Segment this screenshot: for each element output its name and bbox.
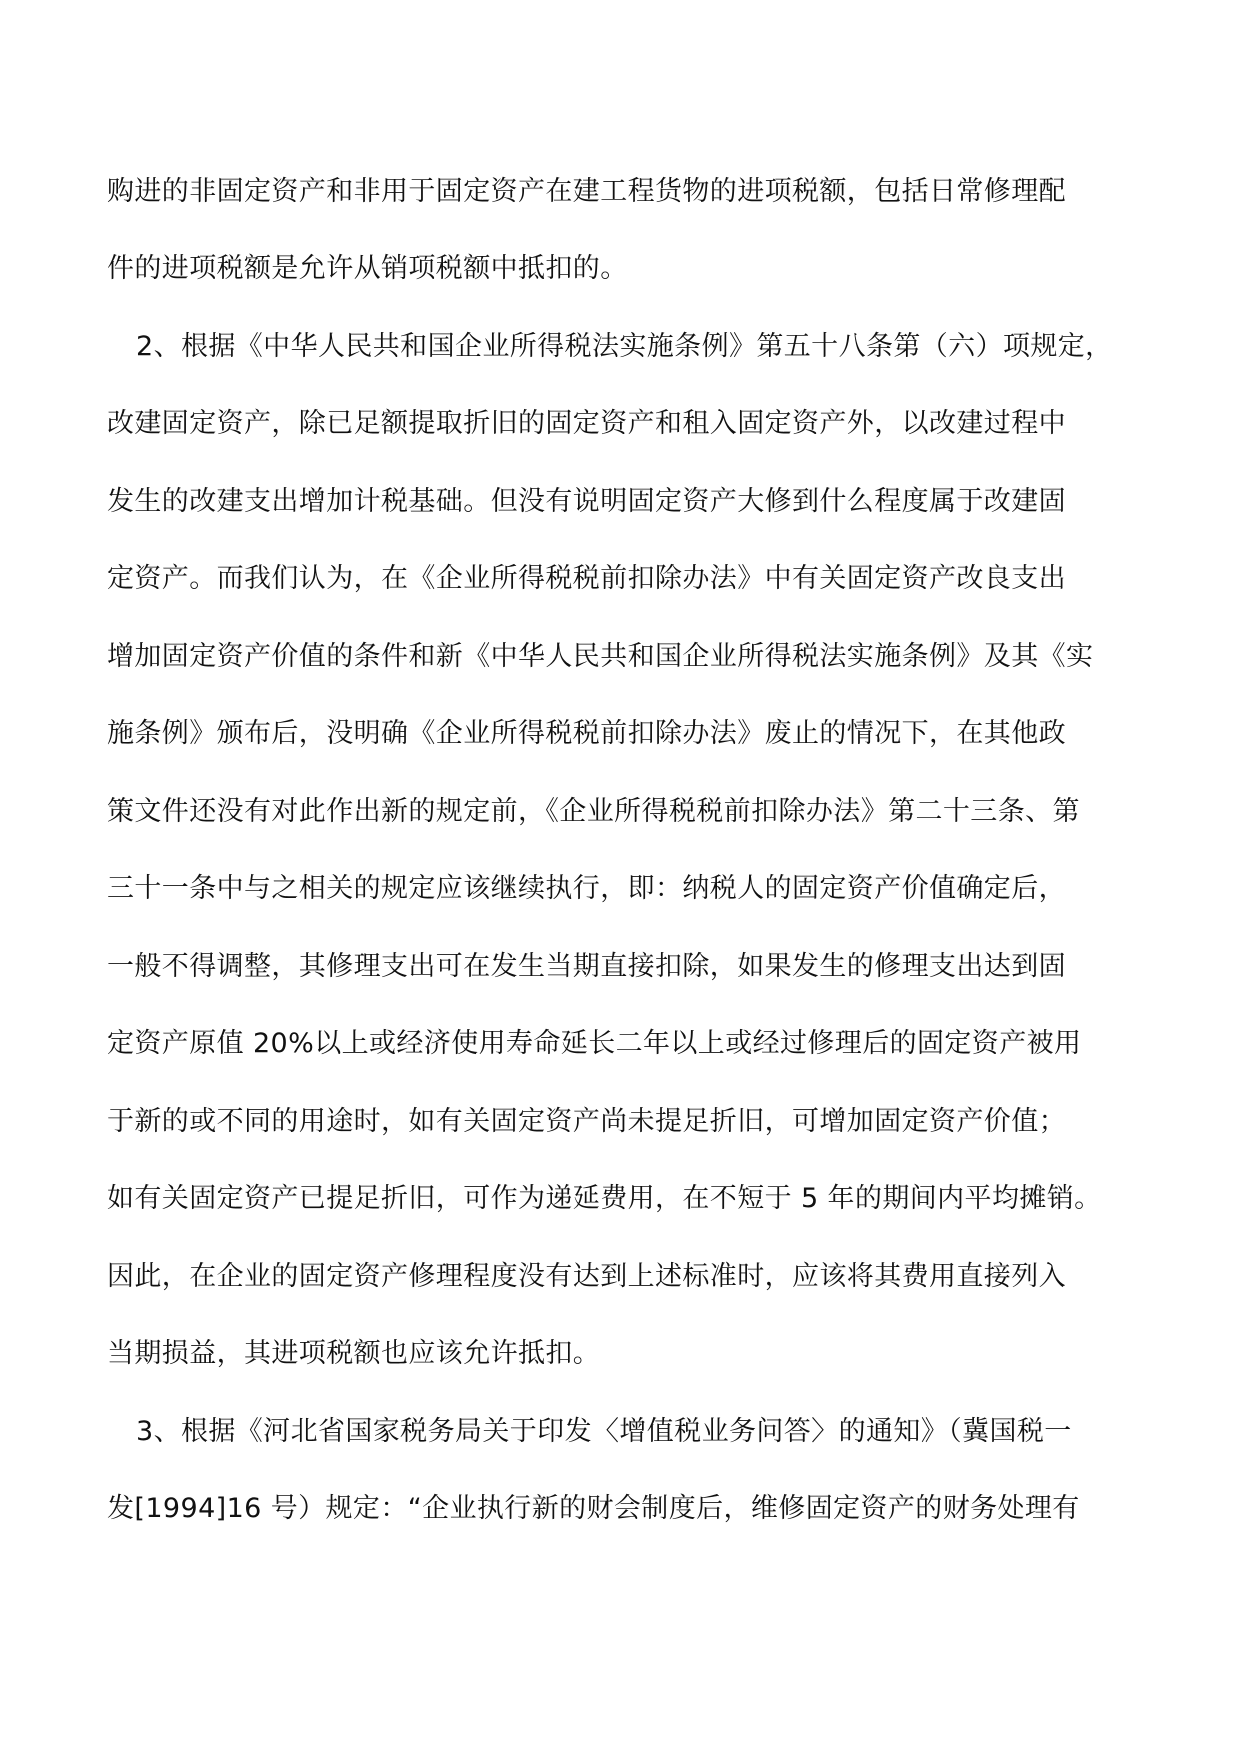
text-line-10: 三十一条中与之相关的规定应该继续执行，即：纳税人的固定资产价值确定后， (107, 873, 1066, 904)
text-line-15: 因此，在企业的固定资产修理程度没有达到上述标准时，应该将其费用直接列入 (107, 1261, 1066, 1292)
text-line-6: 定资产。而我们认为，在《企业所得税税前扣除办法》中有关固定资产改良支出 (107, 563, 1066, 594)
text-line-9: 策文件还没有对此作出新的规定前，《企业所得税税前扣除办法》第二十三条、第 (107, 796, 1080, 827)
text-line-14: 如有关固定资产已提足折旧，可作为递延费用，在不短于 5 年的期间内平均摊销。 (107, 1183, 1102, 1214)
text-line-2: 件的进项税额是允许从销项税额中抵扣的。 (107, 253, 628, 284)
text-line-7: 增加固定资产价值的条件和新《中华人民共和国企业所得税法实施条例》及其《实 (107, 641, 1094, 672)
text-line-16: 当期损益，其进项税额也应该允许抵扣。 (107, 1338, 601, 1369)
text-line-5: 发生的改建支出增加计税基础。但没有说明固定资产大修到什么程度属于改建固 (107, 486, 1066, 517)
text-line-1: 购进的非固定资产和非用于固定资产在建工程货物的进项税额，包括日常修理配 (107, 176, 1066, 207)
text-line-13: 于新的或不同的用途时，如有关固定资产尚未提足折旧，可增加固定资产价值； (107, 1106, 1066, 1137)
text-line-4: 改建固定资产，除已足额提取折旧的固定资产和租入固定资产外，以改建过程中 (107, 408, 1066, 439)
paragraph-2-first-line: 2、根据《中华人民共和国企业所得税法实施条例》第五十八条第（六）项规定， (136, 331, 1113, 362)
text-line-11: 一般不得调整，其修理支出可在发生当期直接扣除，如果发生的修理支出达到固 (107, 951, 1066, 982)
text-line-18: 发[1994]16 号）规定：“企业执行新的财会制度后，维修固定资产的财务处理有 (107, 1493, 1080, 1524)
text-line-12: 定资产原值 20%以上或经济使用寿命延长二年以上或经过修理后的固定资产被用 (107, 1028, 1082, 1059)
paragraph-3-first-line: 3、根据《河北省国家税务局关于印发〈增值税业务问答〉的通知》（冀国税一 (136, 1416, 1072, 1447)
text-line-8: 施条例》颁布后，没明确《企业所得税税前扣除办法》废止的情况下，在其他政 (107, 718, 1066, 749)
